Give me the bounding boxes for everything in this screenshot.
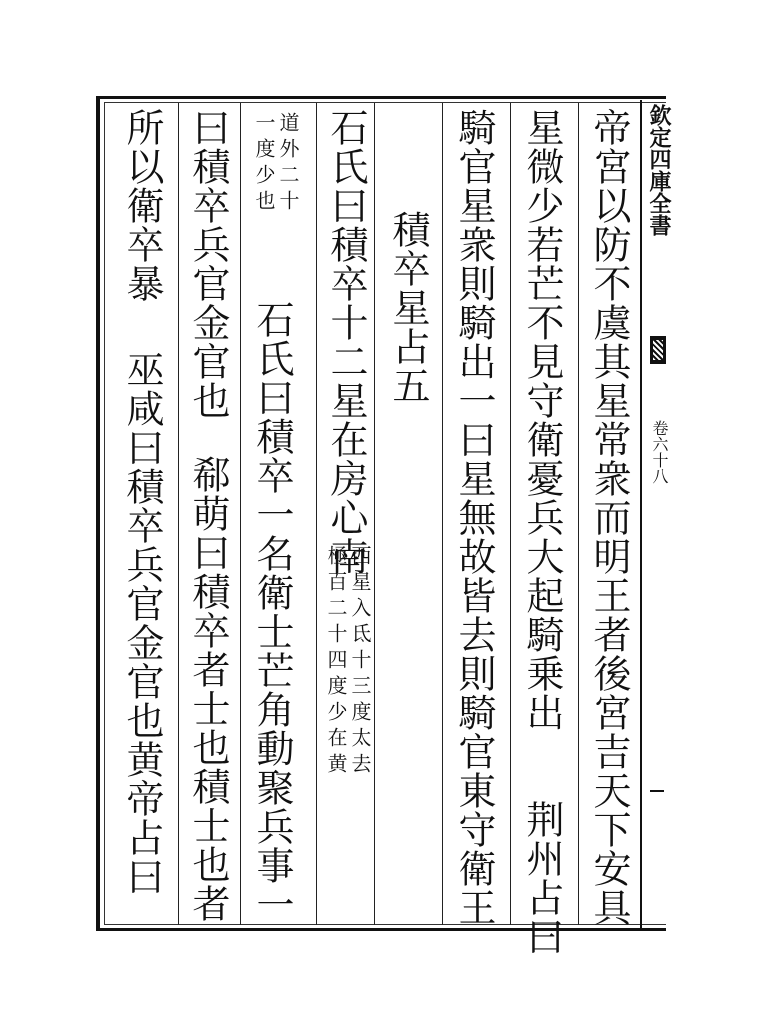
annotation-note-1: 西星入氐十三度太去 極百二十四度少在黄 (324, 545, 372, 779)
text-column-1: 帝宮以防不虞其星常衆而明王者後宮吉天下安具 (587, 108, 631, 927)
text-column-6: 石氏曰積卒一名衛士芒角動聚兵事一 (250, 300, 294, 924)
text-column-8-mid: 巫咸曰積卒兵官金官也 (120, 350, 164, 740)
column-rule (316, 103, 317, 925)
column-rule (240, 103, 241, 925)
section-heading: 積卒星占五 (386, 210, 430, 405)
margin-tick (650, 790, 664, 792)
column-rule (510, 103, 511, 925)
annotation-note-2: 道外二十 一度少也 (252, 112, 300, 216)
text-column-5: 石氏曰積卒十二星在房心南 (324, 108, 368, 576)
column-rule (178, 103, 179, 925)
column-rule (578, 103, 579, 925)
text-column-3: 騎官星衆則騎出一曰星無故皆去則騎官東守衛王 (452, 108, 496, 927)
column-rule (442, 103, 443, 925)
column-rule (374, 103, 375, 925)
text-column-2: 星微少若芒不見守衛憂兵大起騎乗出 (520, 108, 564, 732)
volume-label: 卷六十八 (650, 420, 669, 484)
book-title: 欽定四庫全書 (646, 104, 672, 236)
text-column-8: 所以衛卒暴 (120, 108, 164, 303)
text-column-8-tail: 黄帝占曰 (120, 740, 164, 896)
text-column-7-tail: 郗萌曰積卒者士也積士也者 (186, 455, 230, 923)
text-column-7: 曰積卒兵官金官也 (186, 108, 230, 420)
text-column-2-tail: 荆州占曰 (520, 800, 564, 956)
fishtail-mark-icon (650, 336, 666, 364)
